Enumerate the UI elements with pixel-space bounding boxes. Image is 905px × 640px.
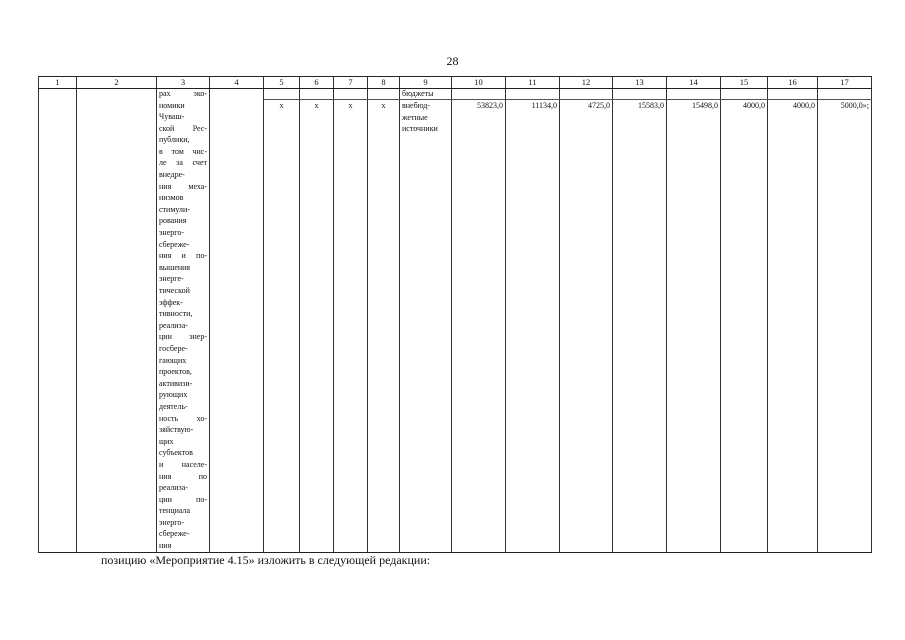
description-line: щих: [159, 436, 174, 446]
table-cell: [818, 89, 872, 100]
description-line: номики: [159, 100, 185, 110]
description-line: тической: [159, 286, 190, 295]
table-cell: [334, 89, 368, 100]
table-cell: [721, 89, 768, 100]
header-cell: 12: [560, 77, 613, 89]
table-cell: [452, 89, 506, 100]
description-line: субъектов: [159, 448, 193, 458]
description-line: реализа-: [159, 320, 188, 330]
description-line: госбере-: [159, 343, 188, 353]
description-line: тивности,: [159, 309, 193, 319]
table-cell: [506, 89, 560, 100]
table-cell: [39, 100, 77, 553]
table-cell: [210, 100, 264, 553]
mark-cell: х: [300, 100, 334, 553]
description-line: эффек-: [159, 297, 183, 307]
header-cell: 11: [506, 77, 560, 89]
header-cell: 13: [613, 77, 667, 89]
description-line: ния меха-: [159, 181, 207, 191]
description-line: ния: [159, 541, 172, 551]
description-line: сбереже-: [159, 529, 190, 539]
header-cell: 9: [400, 77, 452, 89]
mark-cell: х: [334, 100, 368, 553]
mark-cell: х: [368, 100, 400, 553]
description-line: публики,: [159, 135, 190, 145]
value-cell: 4000,0: [721, 100, 768, 553]
header-cell: 3: [157, 77, 210, 89]
description-cell-top: [157, 89, 210, 100]
description-line: низмов: [159, 193, 184, 203]
description-line: внедре-: [159, 170, 185, 180]
description-line: зяйствую-: [159, 425, 194, 435]
table-cell: [368, 89, 400, 100]
source-line: жетные: [402, 112, 428, 122]
description-line: рующих: [159, 390, 188, 400]
header-cell: 8: [368, 77, 400, 89]
table-cell: [77, 100, 157, 553]
table-cell: [39, 89, 77, 100]
description-line: энерго-: [159, 228, 185, 238]
header-cell: 6: [300, 77, 334, 89]
description-line: энерго-: [159, 517, 185, 527]
instruction-text: позицию «Мероприятие 4.15» изложить в следующей редакции:: [101, 553, 431, 567]
source-cell-top: бюджеты: [400, 89, 452, 100]
description-line: в том чис-: [159, 146, 207, 156]
header-cell: 16: [768, 77, 818, 89]
header-cell: 5: [264, 77, 300, 89]
description-line: ность хо-: [159, 413, 207, 423]
header-cell: 10: [452, 77, 506, 89]
description-line: деятель-: [159, 401, 188, 411]
table-cell: [560, 89, 613, 100]
table-cell: [667, 89, 721, 100]
description-line: ния и по-: [159, 251, 207, 261]
value-cell: 15498,0: [667, 100, 721, 553]
header-cell: 1: [39, 77, 77, 89]
description-line: стимули-: [159, 204, 190, 214]
table-row: [39, 100, 872, 553]
description-line: ской Рес-: [159, 123, 207, 133]
description-line: тенциала: [159, 506, 191, 516]
value-cell: 11134,0: [506, 100, 560, 553]
page-number: 28: [446, 54, 459, 68]
description-line: рах эко-: [159, 89, 207, 98]
header-cell: 17: [818, 77, 872, 89]
description-line: гающих: [159, 355, 187, 365]
value-cell: 15583,0: [613, 100, 667, 553]
description-line: вышения: [159, 262, 191, 272]
description-line: ния по: [159, 471, 207, 481]
description-line: энерге-: [159, 274, 184, 284]
description-line: проектов,: [159, 367, 192, 377]
table-cell: [210, 89, 264, 100]
header-cell: 15: [721, 77, 768, 89]
table-cell: [613, 89, 667, 100]
value-cell: 4000,0: [768, 100, 818, 553]
table-cell: [264, 89, 300, 100]
header-row: [39, 77, 872, 89]
description-line: сбереже-: [159, 239, 190, 249]
value-cell: 53823,0: [452, 100, 506, 553]
description-line: активизи-: [159, 378, 193, 388]
value-cell: 5000,0»;: [818, 100, 872, 553]
description-line: и населе-: [159, 459, 207, 469]
source-line: внебюд-: [402, 101, 430, 110]
table-cell: [300, 89, 334, 100]
description-line: рования: [159, 216, 187, 226]
description-cell: [157, 100, 210, 553]
table-cell: [77, 89, 157, 100]
description-line: Чуваш-: [159, 112, 185, 122]
description-line: ции по-: [159, 494, 207, 504]
description-line: реализа-: [159, 483, 188, 493]
value-cell: 4725,0: [560, 100, 613, 553]
mark-cell: х: [264, 100, 300, 553]
program-table: [38, 76, 872, 553]
table-row: [39, 89, 872, 100]
header-cell: 7: [334, 77, 368, 89]
source-cell: [400, 100, 452, 553]
source-line: источники: [402, 124, 438, 134]
description-line: ции энер-: [159, 332, 207, 342]
table-cell: [768, 89, 818, 100]
header-cell: 4: [210, 77, 264, 89]
description-line: ле за счет: [159, 158, 207, 168]
header-cell: 2: [77, 77, 157, 89]
header-cell: 14: [667, 77, 721, 89]
